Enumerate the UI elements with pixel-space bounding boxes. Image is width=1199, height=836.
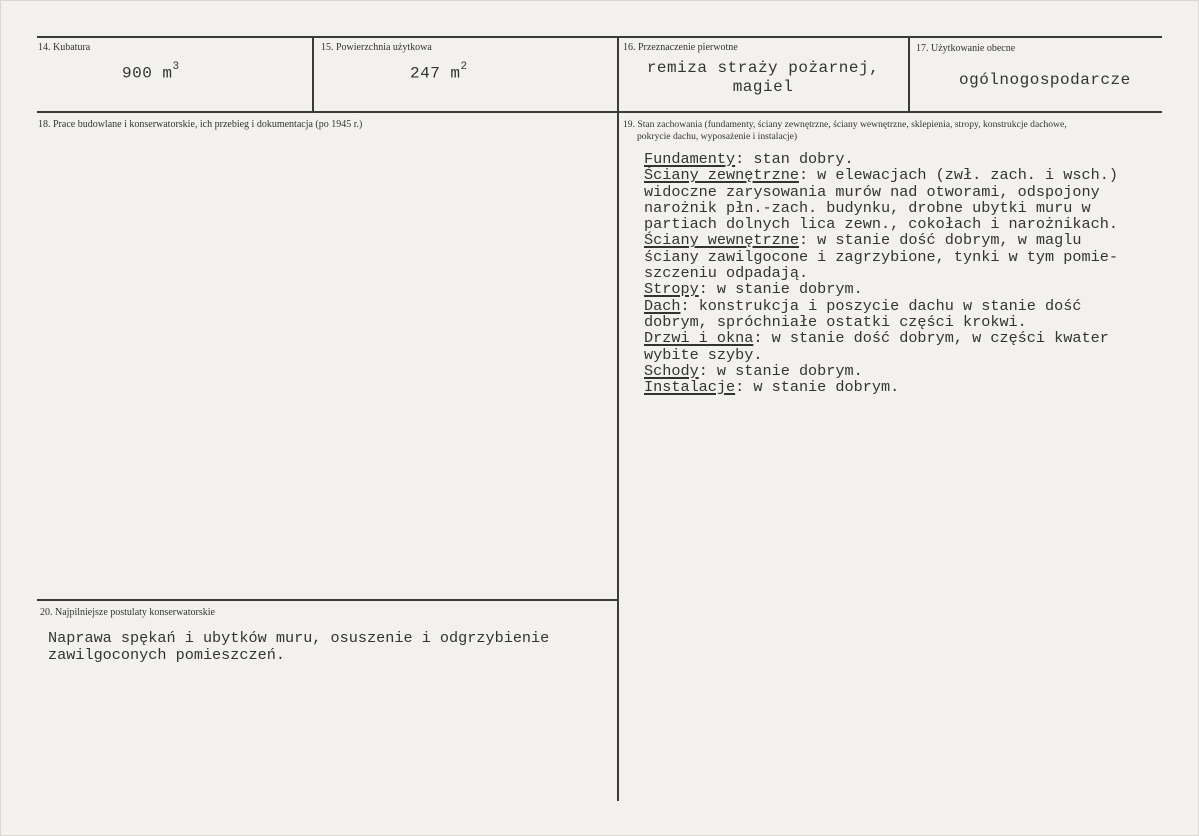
field-15-value (410, 63, 468, 82)
condition-text: szczeniu odpadają. (644, 264, 809, 283)
condition-text: ściany zawilgocone i zagrzybione, tynki w tym pomie- (644, 247, 1118, 266)
condition-line (644, 379, 1174, 395)
condition-text: : konstrukcja i poszycie dachu w stanie dość (680, 296, 1082, 315)
divider-16-17 (908, 36, 910, 113)
condition-line (644, 184, 1174, 200)
condition-line (644, 265, 1174, 281)
field-16-value-line2: magiel (732, 78, 794, 96)
condition-text: widoczne zarysowania murów nad otworami, odspojony (644, 182, 1100, 201)
field-20-value-line1: Naprawa spękań i ubytków muru, osuszenie i odgrzybienie (48, 629, 550, 647)
condition-text: : w stanie dość dobrym, w maglu (798, 231, 1082, 250)
condition-heading: Fundamenty (644, 150, 736, 168)
condition-heading: Dach (644, 296, 681, 315)
condition-text: : w stanie dobrym. (698, 361, 863, 380)
field-14-number: 900 m (122, 64, 173, 83)
field-19-label-line1: 19. Stan zachowania (fundamenty, ściany zewnętrzne, ściany wewnętrzne, sklepienia, stropy, konstrukcje dachowe, (623, 119, 1067, 130)
condition-text: dobrym, spróchniałe ostatki części krokwi. (644, 312, 1027, 331)
field-15-number: 247 m (410, 64, 461, 83)
condition-line (644, 298, 1174, 314)
condition-line (644, 347, 1174, 363)
field-18-label: 18. Prace budowlane i konserwatorskie, ich przebieg i dokumentacja (po 1945 r.) (38, 119, 363, 130)
condition-list (644, 151, 1174, 395)
field-14-exponent: 3 (172, 61, 180, 73)
condition-line (644, 151, 1174, 167)
condition-heading: Stropy (644, 280, 699, 299)
condition-text: wybite szyby. (644, 345, 763, 364)
field-15-exponent: 2 (460, 61, 468, 73)
condition-line (644, 200, 1174, 216)
field-20-rule (37, 599, 617, 601)
condition-text: : stan dobry. (735, 150, 854, 168)
condition-text: : w stanie dobrym. (698, 280, 863, 299)
condition-line (644, 216, 1174, 232)
condition-line (644, 249, 1174, 265)
field-14-label: 14. Kubatura (38, 42, 91, 53)
condition-text: : w elewacjach (zwł. zach. i wsch.) (798, 166, 1118, 185)
field-16-value-line1: remiza straży pożarnej, (646, 59, 880, 77)
condition-text: narożnik płn.-zach. budynku, drobne ubytki muru w (644, 198, 1091, 217)
field-20-value-line2: zawilgoconych pomieszczeń. (48, 646, 285, 664)
condition-line (644, 167, 1174, 183)
condition-line (644, 314, 1174, 330)
field-19-label-line2: pokrycie dachu, wyposażenie i instalacje) (637, 131, 798, 142)
top-rule (37, 36, 1162, 38)
divider-main (617, 36, 619, 801)
field-15-label: 15. Powierzchnia użytkowa (321, 42, 432, 53)
condition-heading: Ściany zewnętrzne (644, 166, 799, 185)
condition-line (644, 363, 1174, 379)
condition-text: : w stanie dobrym. (735, 378, 900, 397)
condition-heading: Schody (644, 361, 699, 380)
field-14-value (122, 63, 180, 82)
condition-heading: Drzwi i okna (644, 329, 754, 348)
condition-text: : w stanie dość dobrym, w części kwater (753, 329, 1109, 348)
upper-fields-rule (37, 111, 1162, 113)
condition-line (644, 330, 1174, 346)
condition-text: partiach dolnych lica zewn., cokołach i narożnikach. (644, 215, 1118, 234)
condition-heading: Instalacje (644, 378, 736, 397)
condition-line (644, 281, 1174, 297)
condition-line (644, 232, 1174, 248)
field-17-label: 17. Użytkowanie obecne (916, 43, 1016, 54)
condition-heading: Ściany wewnętrzne (644, 231, 799, 250)
field-20-label: 20. Najpilniejsze postulaty konserwatorskie (40, 607, 215, 618)
field-16-value (619, 59, 907, 97)
field-16-label: 16. Przeznaczenie pierwotne (623, 42, 738, 53)
divider-14-15 (312, 36, 314, 113)
field-17-value: ogólnogospodarcze (959, 71, 1131, 89)
